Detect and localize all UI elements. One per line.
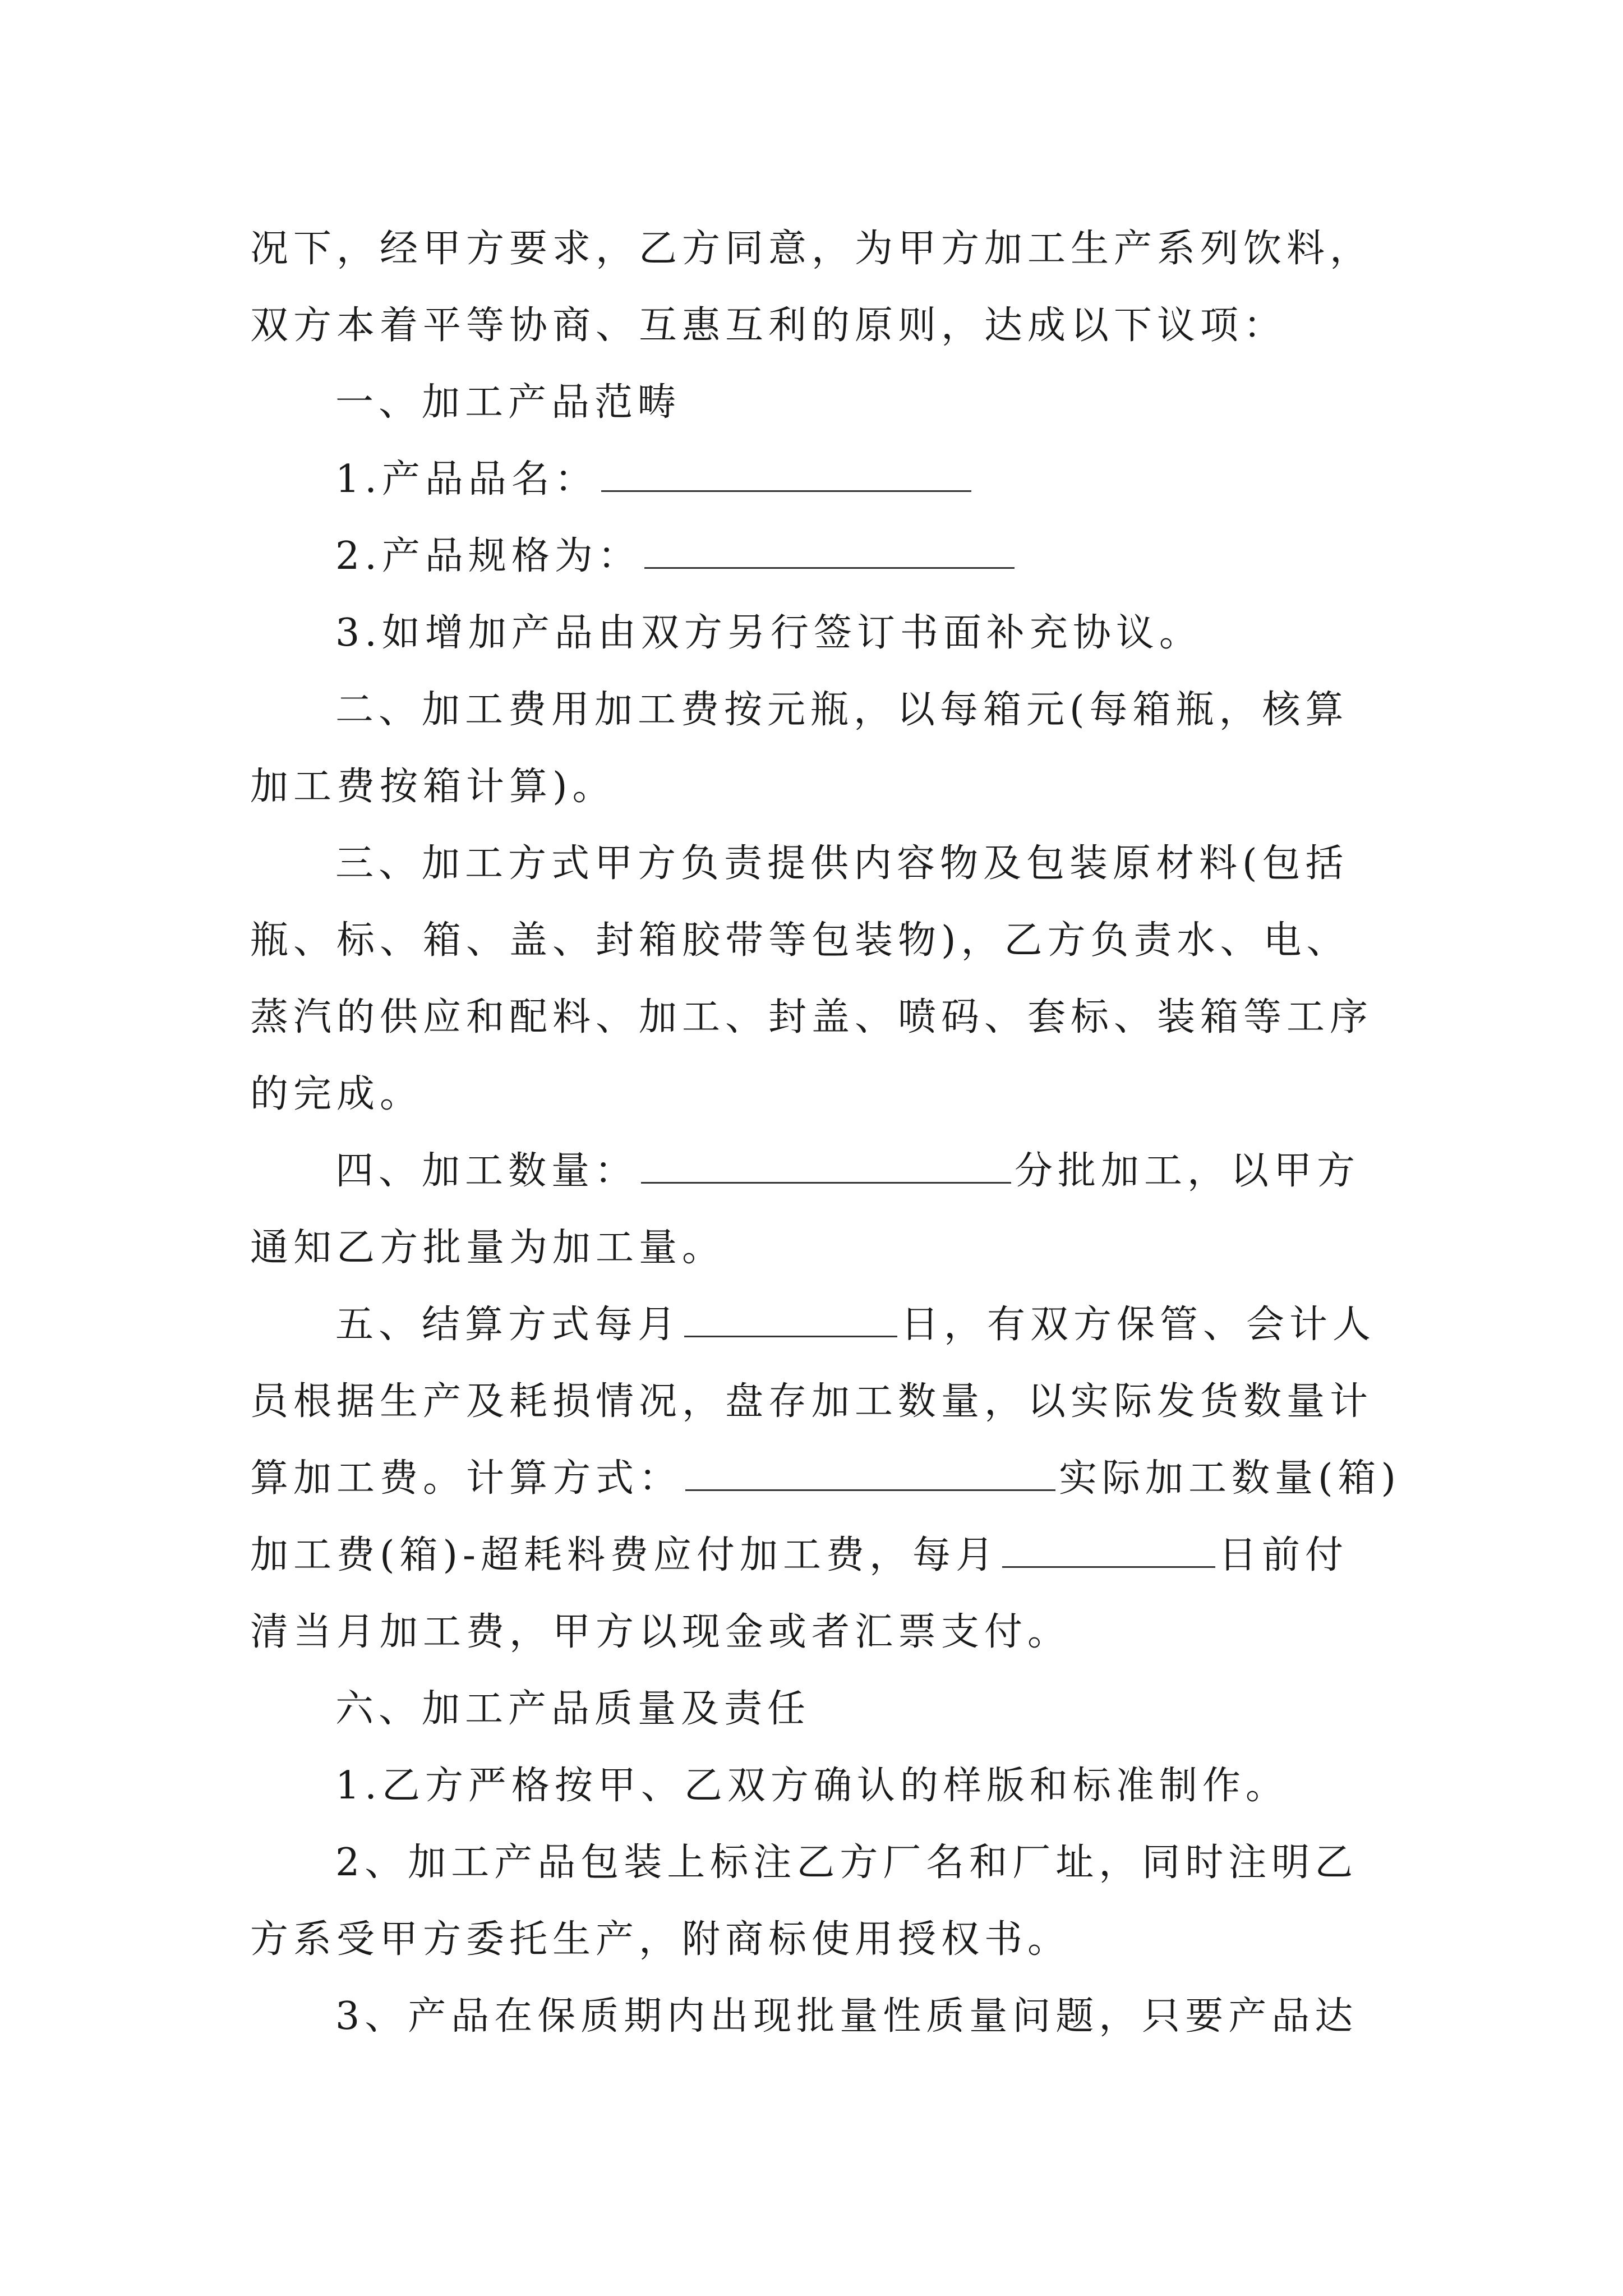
quantity-label: 四、加工数量：: [335, 1149, 638, 1193]
text-line: 的完成。: [250, 1072, 423, 1116]
text-line: 况下，经甲方要求，乙方同意，为甲方加工生产系列饮料，: [250, 227, 1373, 271]
section-heading: 二、加工费用加工费按元瓶，以每箱元(每箱瓶，核算: [335, 688, 1349, 732]
text-line: [250, 1517, 1389, 1594]
text-line: 3、产品在保质期内出现批量性质量问题，只要产品达: [335, 1994, 1358, 2039]
text-line: 通知乙方批量为加工量。: [250, 1226, 726, 1270]
product-spec-label: 2.产品规格为：: [335, 534, 641, 578]
product-spec-blank: [644, 533, 1015, 569]
text-line: 3.如增加产品由双方另行签订书面补充协议。: [335, 611, 1202, 655]
text-line: 员根据生产及耗损情况，盘存加工数量，以实际发货数量计: [250, 1379, 1373, 1424]
calc-method-suffix: 实际加工数量(箱): [1059, 1456, 1401, 1501]
quantity-blank: [641, 1148, 1011, 1184]
calc-method-label: 算加工费。计算方式：: [250, 1456, 683, 1501]
settlement-day-blank: [684, 1302, 897, 1337]
text-line: 2、加工产品包装上标注乙方厂名和厂址，同时注明乙: [335, 1841, 1358, 1885]
settlement-label: 五、结算方式每月: [335, 1303, 681, 1347]
text-line: 方系受甲方委托生产，附商标使用授权书。: [250, 1917, 1071, 1962]
payment-suffix: 日前付: [1219, 1533, 1349, 1577]
text-line: 加工费按箱计算)。: [250, 765, 616, 809]
section-heading: [250, 1286, 1389, 1363]
product-name-label: 1.产品品名：: [335, 457, 598, 501]
text-line: [250, 1440, 1401, 1517]
text-line: 瓶、标、箱、盖、封箱胶带等包装物)，乙方负责水、电、: [250, 918, 1350, 963]
payment-day-blank: [1002, 1533, 1215, 1568]
text-line: 蒸汽的供应和配料、加工、封盖、喷码、套标、装箱等工序: [250, 995, 1373, 1039]
payment-label: 加工费(箱)-超耗料费应付加工费，每月: [250, 1533, 999, 1577]
text-line: 双方本着平等协商、互惠互利的原则，达成以下议项：: [250, 303, 1287, 348]
text-line: 清当月加工费，甲方以现金或者汇票支付。: [250, 1610, 1071, 1654]
section-heading: 六、加工产品质量及责任: [335, 1687, 811, 1731]
section-heading: 一、加工产品范畴: [335, 380, 681, 425]
product-name-blank: [601, 457, 971, 492]
section-heading: 三、加工方式甲方负责提供内容物及包装原材料(包括: [335, 841, 1349, 886]
calc-method-blank: [685, 1456, 1055, 1491]
section-heading: [250, 1133, 1389, 1209]
text-line: 1.乙方严格按甲、乙双方确认的样版和标准制作。: [335, 1764, 1289, 1808]
text-line: [250, 518, 1389, 595]
settlement-suffix: 日，有双方保管、会计人: [901, 1303, 1376, 1347]
text-line: [250, 441, 1389, 518]
document-body: [250, 210, 1401, 2055]
quantity-suffix: 分批加工，以甲方: [1015, 1149, 1361, 1193]
